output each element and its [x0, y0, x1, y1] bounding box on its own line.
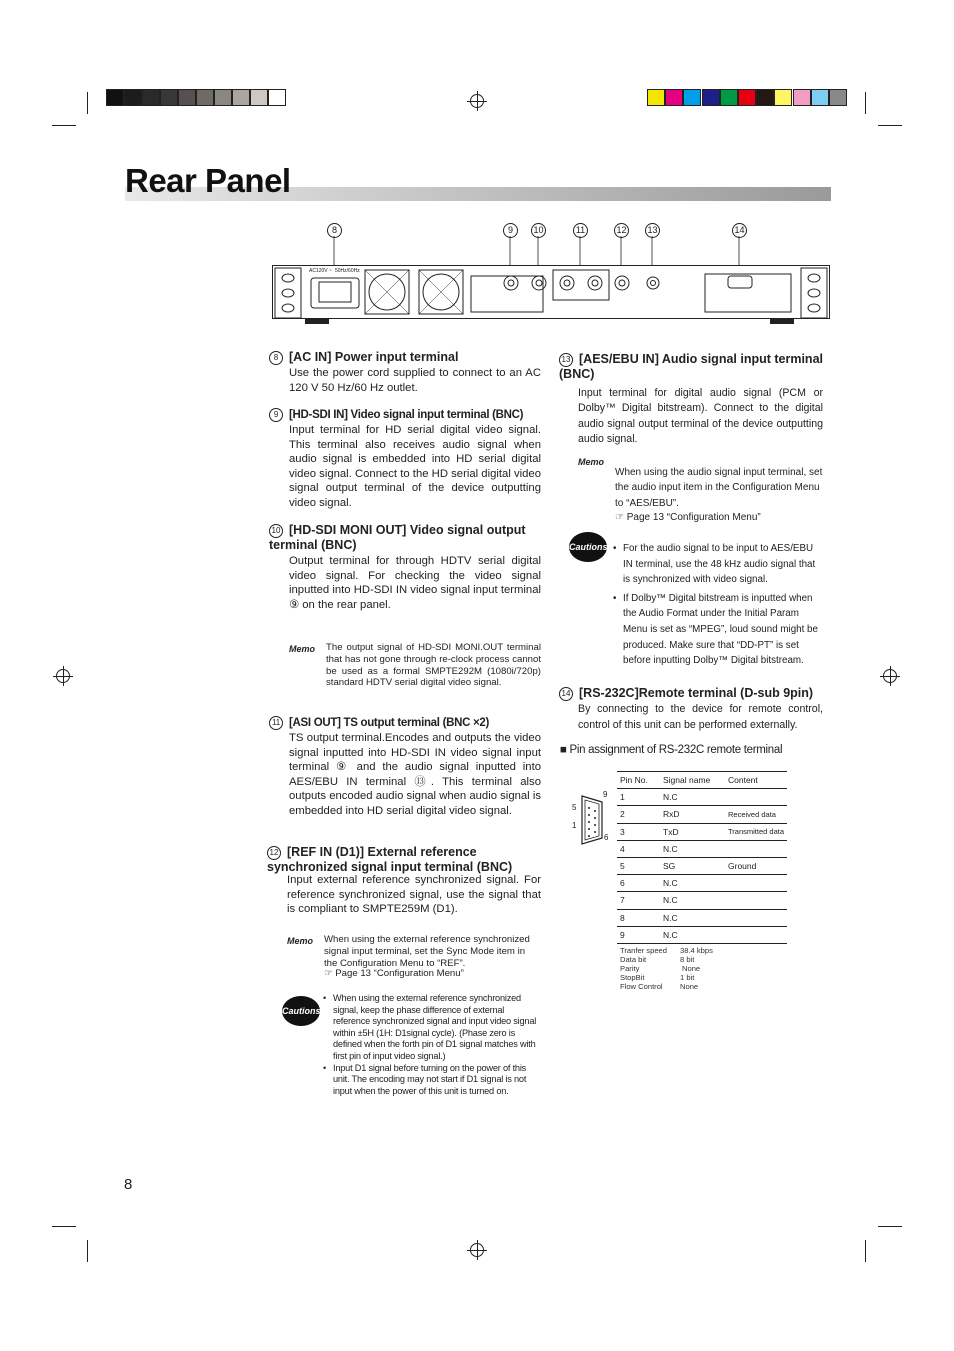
column-header: Content	[725, 772, 787, 789]
pin-assignment-table	[617, 771, 787, 944]
registration-mark	[883, 669, 897, 683]
section-10-heading: 10 [HD-SDI MONI OUT] Video signal output terminal (BNC)	[269, 523, 526, 552]
caution-item: If Dolby™ Digital bitstream is inputted when the Audio Format under the Initial Param Menu is set as “MPEG”, loud sound might be produced. Make sure that “DD-PT” is set before inputting Dolby™ Digital bitstream.	[623, 592, 818, 667]
section-14-heading: 14 [RS-232C]Remote terminal (D-sub 9pin)	[559, 686, 827, 701]
section-13-number: 13	[559, 353, 573, 367]
connector-pin-label: 6	[604, 833, 609, 842]
caution-item: When using the external reference synchronized signal, keep the phase difference of external reference synchronized signal and input video signal within ±5H (1H: D1signal cycle). (Phase zero is defined when the forth pin of D1 signal matches with first pin of input video signal.)	[333, 993, 537, 1061]
section-12-body: Input external reference synchronized signal. For reference synchronized signal, use the signal that is compliant to SMPTE259M (D1).	[287, 874, 541, 916]
color-swatch	[793, 89, 811, 106]
memo-icon: Memo	[287, 936, 314, 946]
connector-pin-label: 5	[572, 803, 577, 812]
caution-item: Input D1 signal before turning on the power of this unit. The encoding may not start if D1 signal is not input when the power of this unit is turned on.	[333, 1062, 527, 1096]
section-11-heading: 11 [ASI OUT] TS output terminal (BNC ×2)	[269, 716, 544, 731]
page-number: 8	[124, 1176, 133, 1193]
section-8-heading: 8 [AC IN] Power input terminal	[269, 350, 544, 365]
panel-freq-label: 50Hz/60Hz	[335, 268, 360, 274]
table-row: 8 N.C	[617, 909, 787, 926]
crop-mark	[865, 1240, 866, 1262]
gray-swatch	[250, 89, 268, 106]
gray-swatch	[124, 89, 142, 106]
gray-swatch	[160, 89, 178, 106]
callout-leader-lines	[272, 236, 832, 268]
section-12-cautions: • When using the external reference synchronized signal, keep the phase difference of external reference synchronized signal and input video signal within ±5H (1H: D1signal cycle). (Phase zero is defined when the forth pin of D1 signal matches with first pin of input video signal.) • Input D1 signal before turning on the power of this unit. The encoding may not start if D1 signal is not input when the power of this unit is turned on.	[323, 993, 541, 1097]
section-12-number: 12	[267, 846, 281, 860]
dsub-connector-icon	[580, 794, 609, 846]
memo-icon: Memo	[289, 644, 316, 654]
memo-icon: Memo	[578, 457, 605, 467]
color-swatch	[811, 89, 829, 106]
callout-10: 10	[531, 223, 546, 238]
pin-assignment-title: ■ Pin assignment of RS-232C remote terminal	[560, 744, 783, 756]
serial-spec-list: Tranfer speed 38.4 kbps Data bit 8 bit Parity None StopBit 1 bit Flow Control None	[620, 946, 713, 992]
callout-12: 12	[614, 223, 629, 238]
section-13-cautions: • For the audio signal to be input to AES/EBU IN terminal, use the 48 kHz audio signal that is synchronized with video signal. • If Dolby™ Digital bitstream is inputted when the Audio Format under the Initial Param Menu is set as “MPEG”, loud sound might be produced. Make sure that “DD-PT” is set before inputting Dolby™ Digital bitstream.	[613, 541, 823, 669]
color-swatch	[683, 89, 701, 106]
crop-mark	[52, 125, 76, 126]
connector-pin-label: 1	[572, 821, 577, 830]
section-14-body: By connecting to the device for remote control, control of this unit can be performed externally.	[578, 703, 823, 731]
gray-swatch	[232, 89, 250, 106]
section-13-body: Input terminal for digital audio signal (PCM or Dolby™ Digital bitstream). Connect to the digital audio signal output terminal of the device outputting audio signal.	[578, 387, 823, 446]
gray-swatch	[214, 89, 232, 106]
table-row: 4 N.C	[617, 840, 787, 857]
panel-foot	[770, 318, 794, 324]
color-swatch	[665, 89, 683, 106]
page-title: Rear Panel	[125, 162, 291, 199]
section-10-memo: The output signal of HD-SDI MONI.OUT terminal that has not gone through re-clock process cannot be used as a formal SMPTE292M (1080i/720p) standard HDTV serial digital video signal.	[326, 642, 541, 689]
section-14-number: 14	[559, 687, 573, 701]
callout-11: 11	[573, 223, 588, 238]
section-10-number: 10	[269, 524, 283, 538]
rear-panel-drawing	[273, 266, 831, 320]
section-13-memo: When using the audio signal input terminal, set the audio input item in the Configuration Menu to “AES/EBU”.	[615, 467, 823, 509]
cautions-icon: Cautions	[569, 532, 607, 562]
section-9-body: Input terminal for HD serial digital video signal. This terminal also receives audio signal when audio signal is embedded into HD serial digital video signal. Connect to the HD serial digital video signal output terminal of the device outputting video signal.	[289, 424, 541, 509]
gray-swatch	[268, 89, 286, 106]
section-11-number: 11	[269, 716, 283, 730]
crop-mark	[52, 1226, 76, 1227]
crop-mark	[878, 125, 902, 126]
table-row: 1 N.C	[617, 789, 787, 806]
table-header-row	[617, 772, 787, 789]
table-row: 7 N.C	[617, 892, 787, 909]
gray-swatch	[178, 89, 196, 106]
registration-mark	[470, 1243, 484, 1257]
section-12-heading: 12 [REF IN (D1)] External reference synchronized signal input terminal (BNC)	[267, 845, 513, 874]
color-swatch	[829, 89, 847, 106]
connector-pin-label: 9	[603, 790, 608, 799]
table-row: 5 SG Ground	[617, 857, 787, 874]
callout-14: 14	[732, 223, 747, 238]
section-11-body: TS output terminal.Encodes and outputs the video signal inputted into HD-SDI IN video signal input terminal ⑨ and the audio signal inputted into AES/EBU IN terminal ⑬. This terminal also outputs encoded audio signal when audio signal is embedded into HD serial digital video signal.	[289, 732, 541, 817]
table-row: 6 N.C	[617, 875, 787, 892]
section-10-body: Output terminal for through HDTV serial digital video signal. For checking the video signal inputted into HD-SDI IN video signal input terminal ⑨ on the rear panel.	[289, 555, 541, 611]
color-swatch	[756, 89, 774, 106]
registration-mark	[470, 94, 484, 108]
table-row: 2 RxD Received data	[617, 806, 787, 823]
crop-mark	[87, 92, 88, 114]
table-row: 3 TxD Transmitted data	[617, 823, 787, 840]
gray-swatch	[142, 89, 160, 106]
panel-ac-label: AC120V ~	[309, 268, 332, 274]
color-swatch	[647, 89, 665, 106]
column-header: Signal name	[660, 772, 725, 789]
cautions-icon: Cautions	[282, 996, 320, 1026]
rear-panel-illustration	[272, 265, 830, 319]
color-swatch	[702, 89, 720, 106]
section-12-memo: When using the external reference synchronized signal input terminal, set the Sync Mode item in the Configuration Menu to “REF”.	[324, 934, 530, 969]
column-header: Pin No.	[617, 772, 660, 789]
crop-mark	[878, 1226, 902, 1227]
gray-swatch	[196, 89, 214, 106]
crop-mark	[865, 92, 866, 114]
section-9-heading: 9 [HD-SDI IN] Video signal input terminal (BNC)	[269, 408, 544, 423]
section-13-heading: 13 [AES/EBU IN] Audio signal input terminal (BNC)	[559, 352, 823, 381]
caution-item: For the audio signal to be input to AES/EBU IN terminal, use the 48 kHz audio signal that is synchronized with video signal.	[623, 543, 816, 586]
section-8-body: Use the power cord supplied to connect to an AC 120 V 50 Hz/60 Hz outlet.	[289, 367, 541, 394]
panel-foot	[305, 318, 329, 324]
callout-8: 8	[327, 223, 342, 238]
color-swatch	[720, 89, 738, 106]
callout-9: 9	[503, 223, 518, 238]
section-12-memo-ref: ☞ Page 13 “Configuration Menu”	[324, 968, 464, 979]
section-8-number: 8	[269, 351, 283, 365]
table-row: 9 N.C	[617, 926, 787, 943]
color-swatch	[774, 89, 792, 106]
gray-swatch	[106, 89, 124, 106]
callout-13: 13	[645, 223, 660, 238]
section-9-number: 9	[269, 408, 283, 422]
color-swatch	[738, 89, 756, 106]
section-13-memo-ref: ☞ Page 13 “Configuration Menu”	[615, 512, 761, 523]
registration-mark	[56, 669, 70, 683]
crop-mark	[87, 1240, 88, 1262]
